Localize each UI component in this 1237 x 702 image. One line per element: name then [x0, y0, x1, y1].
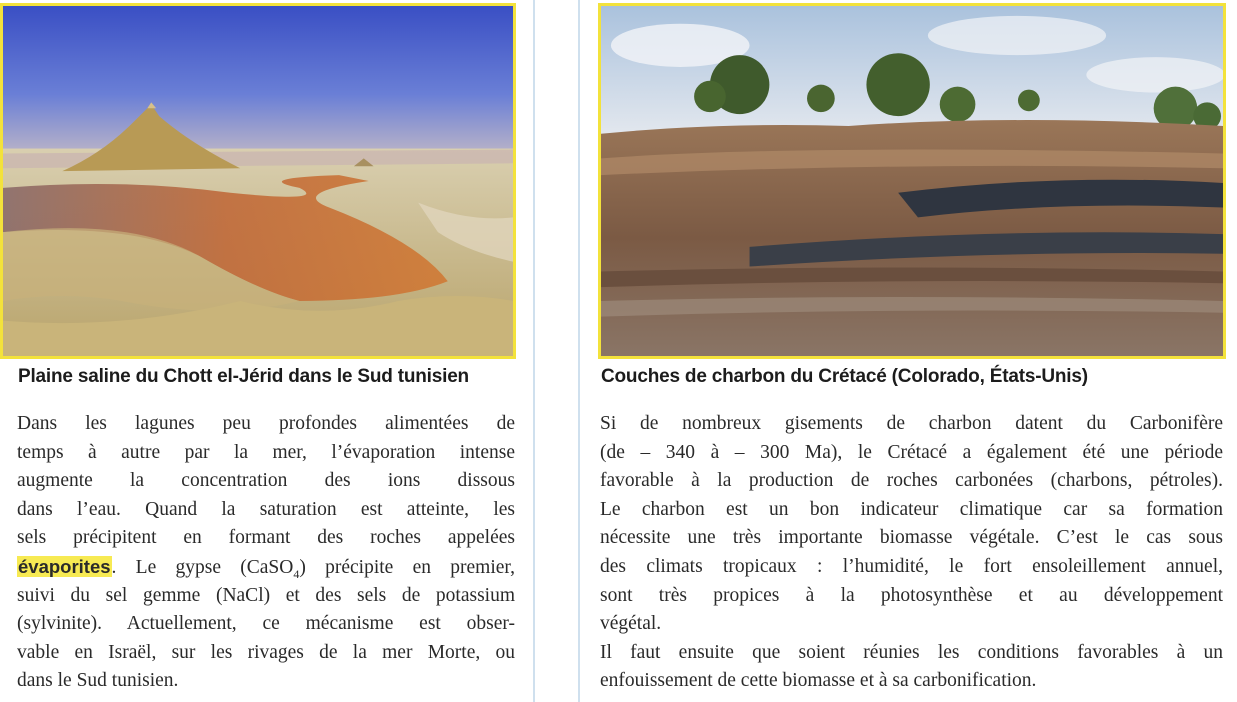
- text-line: dans le Sud tunisien.: [17, 670, 179, 692]
- text-line: nécessite une très importante biomasse végétale. C’est le cas sous: [600, 527, 1223, 549]
- column-divider-left: [533, 0, 535, 702]
- text-line: Dans les lagunes peu profondes alimentées de: [17, 413, 515, 434]
- right-paragraph: [600, 410, 1223, 696]
- text-line: (sylvinite). Actuellement, ce mécanisme est obser-: [17, 613, 515, 635]
- text-line: Il faut ensuite que soient réunies les conditions favorables à un: [600, 641, 1223, 663]
- text-line: (de – 340 à – 300 Ma), le Crétacé a également été une période: [600, 441, 1223, 463]
- left-paragraph: [17, 410, 515, 696]
- text-line: dans l’eau. Quand la saturation est atteinte, les: [17, 498, 515, 520]
- text-line: suivi du sel gemme (NaCl) et des sels de potassium: [17, 584, 515, 606]
- highlighted-term: évaporites: [18, 555, 111, 577]
- salt-plain-illustration: [3, 6, 513, 356]
- text-line: sont très propices à la photosynthèse et au développement: [600, 584, 1223, 606]
- text-line: Le charbon est un bon indicateur climatique car sa formation: [600, 498, 1223, 520]
- text-line: vable en Israël, sur les rivages de la mer Morte, ou: [17, 641, 515, 663]
- text-line: favorable à la production de roches carbonées (charbons, pétroles).: [600, 470, 1223, 492]
- text-line: sels précipitent en formant des roches appelées: [17, 527, 515, 549]
- coal-cliff-illustration: [601, 6, 1223, 356]
- right-photo-caption: Couches de charbon du Crétacé (Colorado, États-Unis): [601, 366, 1088, 387]
- salt-plain-photo: [0, 3, 516, 359]
- text-line: enfouissement de cette biomasse et à sa carbonification.: [600, 670, 1037, 692]
- column-divider-right: [578, 0, 580, 702]
- text-fragment: ) précipite en premier,: [299, 556, 515, 578]
- coal-layers-photo: [598, 3, 1226, 359]
- text-line-highlight: [17, 553, 515, 582]
- text-line: temps à autre par la mer, l’évaporation intense: [17, 441, 515, 463]
- subscript: 4: [293, 566, 300, 581]
- text-line: végétal.: [600, 613, 662, 635]
- text-line: des climats tropicaux : l’humidité, le fort ensoleillement annuel,: [600, 555, 1223, 577]
- text-line: Si de nombreux gisements de charbon datent du Carbonifère: [600, 413, 1223, 434]
- left-photo-caption: Plaine saline du Chott el-Jérid dans le Sud tunisien: [18, 366, 469, 387]
- text-fragment: . Le gypse (CaSO: [111, 556, 294, 578]
- text-line: augmente la concentration des ions dissous: [17, 470, 515, 492]
